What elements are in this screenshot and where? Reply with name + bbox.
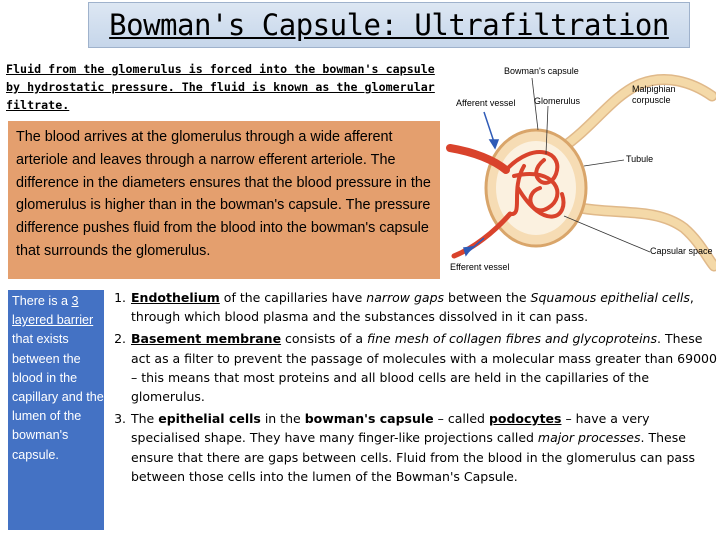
label-efferent-vessel: Efferent vessel bbox=[450, 262, 510, 272]
label-bowmans-capsule: Bowman's capsule bbox=[504, 66, 579, 76]
layer-3-text: . These ensure that there are gaps between cells. Fluid from the blood in the glomerulus can pass between those cells into the lumen of the Bowman's Capsule. bbox=[131, 430, 696, 484]
barrier-layers-list bbox=[104, 288, 718, 489]
explanation-text: The blood arrives at the glomerulus through a wide afferent arteriole and leaves through a narrow efferent arteriole. The difference in the diameters ensures that the blood pressure in the glomerulus is higher than in the bowman's capsule. The pressure difference pushes fluid from the blood into the bowman's capsule that surrounds the glomerulus. bbox=[16, 129, 431, 259]
layer-3-term: podocytes bbox=[488, 411, 562, 427]
layer-1-text: , through which blood plasma and the substances dissolved in it can pass. bbox=[131, 290, 694, 325]
intro-text: Fluid from the glomerulus is forced into the bowman's capsule by hydrostatic pressure. The fluid is known as the glomerular filtrate. bbox=[6, 62, 435, 112]
layer-3-term: epithelial cells bbox=[158, 411, 261, 427]
layer-item bbox=[104, 409, 718, 486]
layer-number: 2. bbox=[114, 331, 126, 347]
layer-3-text: The bbox=[131, 411, 159, 427]
label-afferent-vessel: Afferent vessel bbox=[456, 98, 516, 108]
label-tubule: Tubule bbox=[626, 154, 654, 164]
label-capsular-space: Capsular space bbox=[650, 246, 713, 256]
layer-text bbox=[131, 409, 718, 486]
page-title: Bowman's Capsule: Ultrafiltration bbox=[109, 8, 669, 42]
explanation-box bbox=[8, 121, 440, 279]
label-malpighian-1: Malpighian bbox=[632, 84, 676, 94]
layer-3-text: major processes bbox=[537, 430, 641, 446]
layer-3-text: – have a very specialised shape. They have many finger-like projections called bbox=[131, 411, 650, 446]
layer-text bbox=[131, 329, 718, 406]
layer-2-text: . These act as a filter to prevent the passage of molecules with a molecular mass greater than 69000 – this means that most proteins and all blood cells are held in the capillaries of the glomerulus. bbox=[131, 331, 717, 405]
layer-1-text: Squamous epithelial cells bbox=[530, 290, 690, 305]
layer-2-text: consists of a bbox=[281, 331, 368, 347]
layer-item bbox=[104, 329, 718, 406]
barrier-note-b: 3 layered barrier bbox=[12, 294, 94, 328]
layer-3-text: – called bbox=[433, 411, 489, 427]
layer-1-text: narrow gaps bbox=[366, 290, 445, 305]
layer-number: 1. bbox=[114, 290, 126, 305]
layer-3-text: in the bbox=[260, 411, 305, 427]
barrier-note-c: that exists between the blood in the capillary and the lumen of the bowman's capsule. bbox=[12, 332, 104, 462]
title-banner bbox=[88, 2, 690, 48]
label-malpighian-2: corpuscle bbox=[632, 95, 671, 105]
barrier-note-a: There is a bbox=[12, 294, 72, 308]
bowmans-capsule-diagram bbox=[444, 56, 716, 276]
barrier-note bbox=[8, 290, 104, 530]
layer-item bbox=[104, 288, 718, 326]
efferent-vessel-shape bbox=[454, 214, 510, 256]
layer-text bbox=[131, 288, 718, 326]
layer-1-term: Endothelium bbox=[131, 290, 220, 305]
label-glomerulus: Glomerulus bbox=[534, 96, 581, 106]
layer-number: 3. bbox=[114, 411, 126, 427]
layer-1-text: between the bbox=[444, 290, 531, 305]
layer-1-text: of the capillaries have bbox=[219, 290, 367, 305]
layer-2-text: fine mesh of collagen fibres and glycoproteins bbox=[367, 331, 657, 347]
layer-2-term: Basement membrane bbox=[131, 331, 282, 347]
layer-3-term: bowman's capsule bbox=[304, 411, 434, 427]
